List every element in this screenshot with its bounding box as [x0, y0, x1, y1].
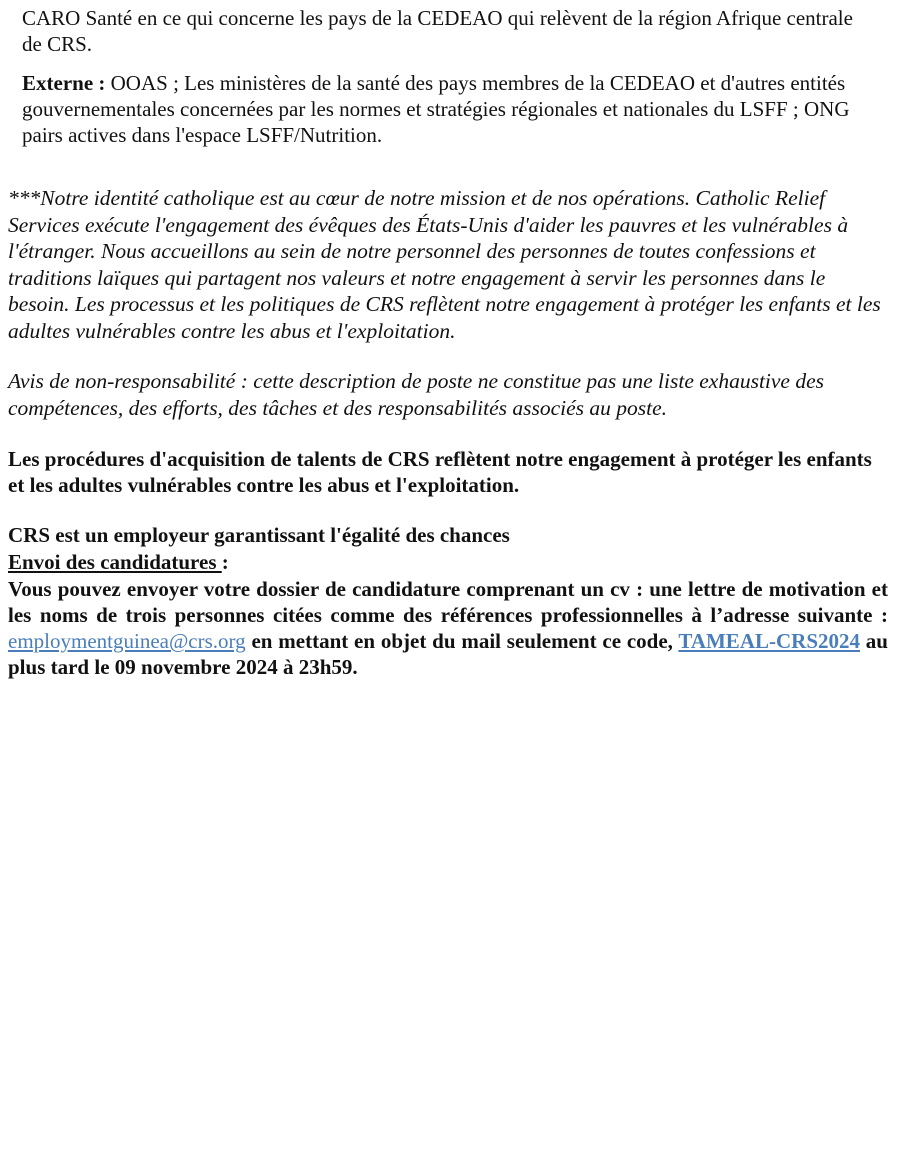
- paragraph-intro: CARO Santé en ce qui concerne les pays de la CEDEAO qui relèvent de la région Afrique centrale de CRS.: [22, 6, 853, 56]
- paragraph-disclaimer: Avis de non-responsabilité : cette description de poste ne constitue pas une liste exhaustive des compétences, des efforts, des tâches et des responsabilités associés au poste.: [8, 369, 825, 420]
- paragraph-externe: [22, 70, 870, 148]
- paragraph-equal-opportunity: CRS est un employeur garantissant l'égalité des chances: [8, 523, 510, 547]
- submit-heading-text: Envoi des candidatures: [8, 550, 222, 574]
- paragraph-how-to-apply: [8, 576, 888, 680]
- paragraph-submit-heading: [8, 549, 878, 575]
- howto-text-between-links: en mettant en objet du mail seulement ce code,: [245, 629, 679, 653]
- submit-heading-colon: :: [221, 550, 229, 574]
- email-link[interactable]: employmentguinea@crs.org: [8, 629, 246, 653]
- paragraph-catholic-identity: ***Notre identité catholique est au cœur de notre mission et de nos opérations. Catholic Relief Services exécute l'engagement des évêques des États-Unis d'aider les pauvres et les vulnérables à l'étranger. Nous accueillons au sein de notre personnel des personnes de toutes confessions et traditions laïques qui partagent nos valeurs et notre engagement à servir les personnes dans le besoin. Les processus et les politiques de CRS reflètent notre engagement à protéger les enfants et les adultes vulnérables contre les abus et l'exploitation.: [8, 186, 881, 343]
- job-code-link[interactable]: TAMEAL-CRS2024: [678, 629, 860, 653]
- howto-text-deadline: au plus tard le 09 novembre 2024 à 23h59.: [8, 629, 888, 679]
- howto-text-before-email: Vous pouvez envoyer votre dossier de candidature comprenant un cv : une lettre de motivation et les noms de trois personnes citées comme des références professionnelles à l’adresse suivante :: [8, 577, 888, 627]
- paragraph-safeguarding: Les procédures d'acquisition de talents de CRS reflètent notre engagement à protéger les enfants et les adultes vulnérables contre les abus et l'exploitation.: [8, 447, 872, 497]
- externe-label: Externe :: [22, 71, 106, 95]
- externe-body: OOAS ; Les ministères de la santé des pays membres de la CEDEAO et d'autres entités gouvernementales concernées par les normes et stratégies régionales et nationales du LSFF ; ONG pairs actives dans l'espace LSFF/Nutrition.: [22, 71, 850, 147]
